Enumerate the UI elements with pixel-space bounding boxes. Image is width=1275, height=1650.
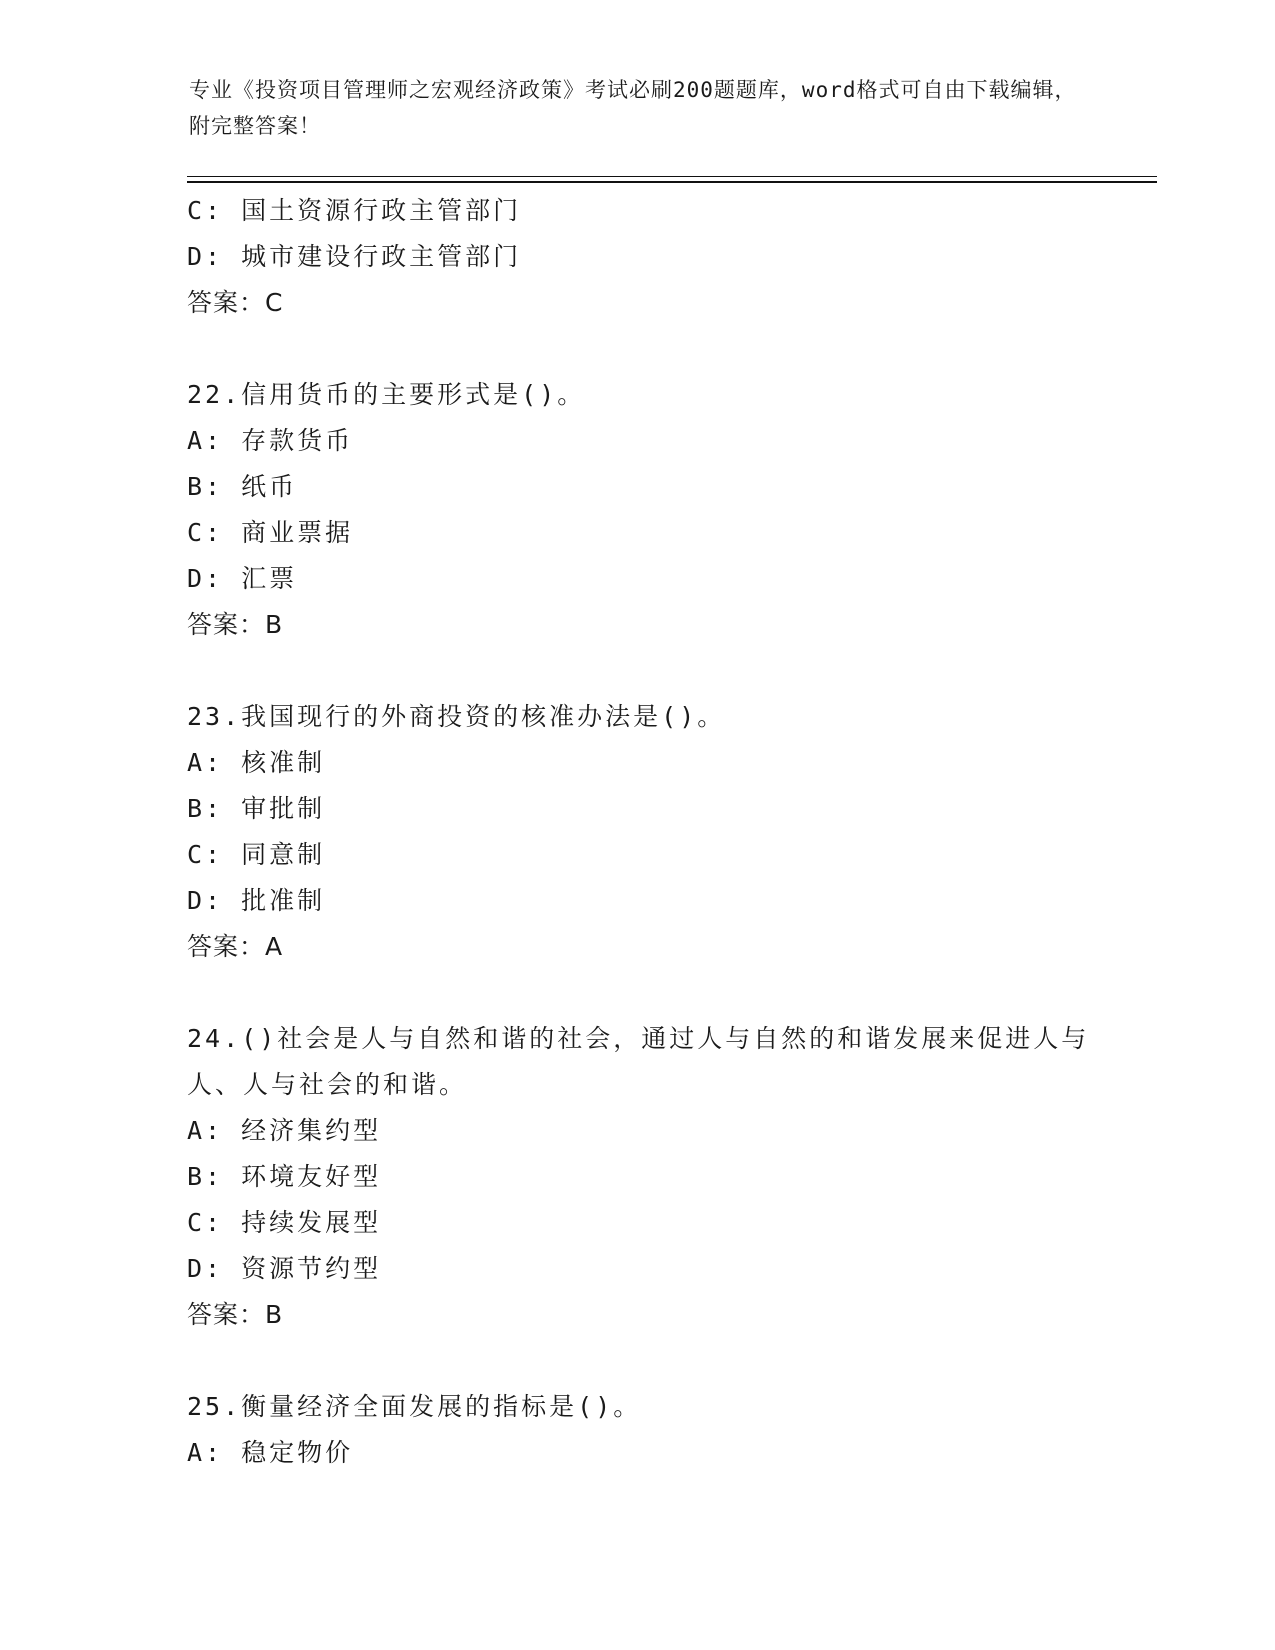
option-d: D: 资源节约型	[187, 1254, 382, 1283]
option-b: B: 纸币	[187, 472, 298, 501]
option-b: B: 环境友好型	[187, 1162, 382, 1191]
question-stem: 25.衡量经济全面发展的指标是()。	[187, 1392, 642, 1421]
option-d: D: 批准制	[187, 886, 326, 915]
question-24	[187, 1016, 1107, 1338]
spacer	[187, 648, 1107, 694]
option-a: A: 存款货币	[187, 426, 354, 455]
answer: 答案：C	[187, 288, 284, 317]
question-list	[187, 188, 1107, 1476]
question-stem: 23.我国现行的外商投资的核准办法是()。	[187, 702, 726, 731]
option-b: B: 审批制	[187, 794, 326, 823]
answer: 答案：A	[187, 932, 284, 961]
question-21	[187, 188, 1107, 326]
answer: 答案：B	[187, 610, 284, 639]
option-a: A: 核准制	[187, 748, 326, 777]
spacer	[187, 970, 1107, 1016]
option-d: D: 城市建设行政主管部门	[187, 242, 522, 271]
question-23	[187, 694, 1107, 970]
spacer	[187, 326, 1107, 372]
option-a: A: 经济集约型	[187, 1116, 382, 1145]
option-c: C: 商业票据	[187, 518, 354, 547]
question-stem: 24.()社会是人与自然和谐的社会，通过人与自然的和谐发展来促进人与人、人与社会的和谐。	[187, 1024, 1090, 1099]
document-header: 专业《投资项目管理师之宏观经济政策》考试必刷200题题库，word格式可自由下载编辑，附完整答案！	[189, 78, 1077, 138]
option-c: C: 同意制	[187, 840, 326, 869]
header-rule-thick	[187, 181, 1157, 183]
spacer	[187, 1338, 1107, 1384]
option-c: C: 持续发展型	[187, 1208, 382, 1237]
option-a: A: 稳定物价	[187, 1438, 354, 1467]
option-c: C: 国土资源行政主管部门	[187, 196, 522, 225]
question-25	[187, 1384, 1107, 1476]
answer: 答案：B	[187, 1300, 284, 1329]
question-stem: 22.信用货币的主要形式是()。	[187, 380, 586, 409]
option-d: D: 汇票	[187, 564, 298, 593]
header-rule-thin	[187, 176, 1157, 177]
question-22	[187, 372, 1107, 648]
